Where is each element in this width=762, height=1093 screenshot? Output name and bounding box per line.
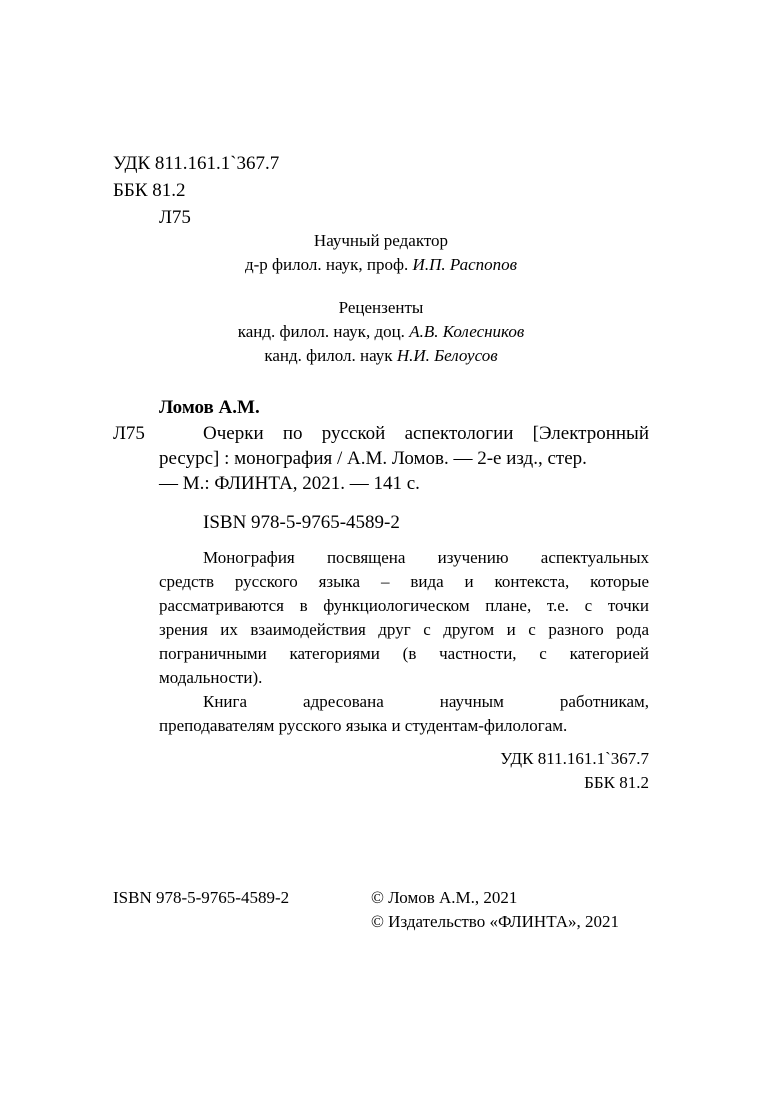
bibliography-isbn: ISBN 978-5-9765-4589-2 [203, 512, 400, 533]
annotation-paragraph-2 [159, 690, 649, 738]
footer-isbn: ISBN 978-5-9765-4589-2 [113, 888, 290, 907]
copyright-publisher: © Издательство «ФЛИНТА», 2021 [371, 912, 620, 931]
reviewer-name: Н.И. Белоусов [396, 346, 498, 365]
copyright-author: © Ломов А.М., 2021 [371, 888, 518, 907]
annotation-line: пограничными категориями (в частности, с категорией [159, 644, 649, 663]
reviewer-line [0, 320, 762, 344]
bbk-code-footer: ББК 81.2 [584, 773, 649, 792]
bibliography-line: Очерки по русской аспектологии [Электронный [203, 423, 649, 444]
annotation-line: модальности). [159, 668, 263, 687]
annotation-line: рассматриваются в функциологическом плане, т.е. с точки [159, 596, 649, 615]
reviewer-line [0, 344, 762, 368]
udk-code-footer: УДК 811.161.1`367.7 [500, 749, 649, 768]
annotation-paragraph-1 [159, 546, 649, 690]
annotation-line: Книга адресована научным работникам, [203, 692, 649, 711]
editor-name: И.П. Распопов [412, 255, 518, 274]
bibliography-line: ресурс] : монография / А.М. Ломов. — 2-е изд., стер. [159, 448, 587, 469]
bibliography-line: — М.: ФЛИНТА, 2021. — 141 с. [159, 473, 420, 494]
reviewer-prefix: канд. филол. наук, доц. [237, 322, 410, 341]
annotation-line: преподавателям русского языка и студентам-филологам. [159, 716, 568, 735]
editor-heading: Научный редактор [313, 231, 449, 250]
annotation-line: Монография посвящена изучению аспектуальных [203, 548, 649, 567]
author-name: Ломов А.М. [159, 397, 260, 418]
editor-prefix: д-р филол. наук, проф. [244, 255, 413, 274]
bbk-code: ББК 81.2 [113, 180, 186, 201]
reviewer-name: А.В. Колесников [409, 322, 525, 341]
reviewers-heading: Рецензенты [338, 298, 424, 317]
reviewer-prefix: канд. филол. наук [264, 346, 397, 365]
udk-code: УДК 811.161.1`367.7 [113, 153, 280, 174]
author-mark: Л75 [159, 207, 191, 228]
bibliography-author-mark: Л75 [113, 423, 145, 444]
editor-line [0, 253, 762, 277]
annotation-line: зрения их взаимодействия друг с другом и с разного рода [159, 620, 649, 639]
annotation-line: средств русского языка – вида и контекста, которые [159, 572, 649, 591]
